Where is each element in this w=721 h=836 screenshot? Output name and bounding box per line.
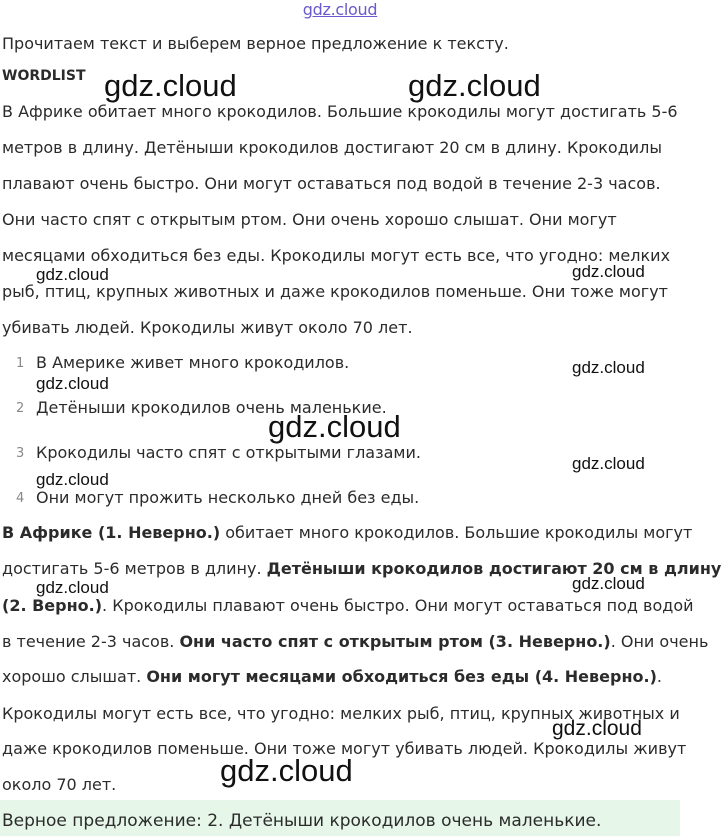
watermark: gdz.cloud: [408, 68, 541, 103]
watermark: gdz.cloud: [104, 68, 237, 103]
analysis-bold: Они могут месяцами обходиться без еды (4. Неверно.): [146, 667, 657, 686]
statement-text: Крокодилы часто спят с открытыми глазами.: [36, 443, 421, 462]
analysis-line: Крокодилы могут есть все, что угодно: мелких рыб, птиц, крупных животных и: [2, 704, 680, 723]
analysis-line: [2, 596, 694, 615]
analysis-bold: Детёныши крокодилов достигают 20 см в длину: [266, 559, 721, 578]
analysis-line: [2, 667, 662, 686]
analysis-bold: Они часто спят с открытым ртом (3. Неверно.): [179, 632, 611, 651]
analysis-text: достигать 5-6 метров в длину.: [2, 559, 267, 578]
watermark: gdz.cloud: [552, 717, 642, 740]
text-line: плавают очень быстро. Они могут оставаться под водой в течение 2-3 часов.: [2, 174, 661, 193]
watermark: gdz.cloud: [268, 409, 401, 444]
analysis-text: .: [656, 667, 662, 686]
analysis-text: обитает много крокодилов. Большие крокодилы могут: [220, 523, 693, 542]
statement-number: 3: [16, 446, 25, 461]
text-line: рыб, птиц, крупных животных и даже крокодилов поменьше. Они тоже могут: [2, 282, 668, 301]
analysis-bold: (2. Верно.): [2, 596, 103, 615]
watermark: gdz.cloud: [572, 358, 645, 377]
text-line: Они часто спят с открытым ртом. Они очень хорошо слышат. Они могут: [2, 210, 617, 229]
analysis-text: хорошо слышат.: [2, 667, 147, 686]
statement-text: Они могут прожить несколько дней без еды.: [36, 488, 420, 507]
statement-number: 2: [16, 401, 25, 416]
watermark: gdz.cloud: [36, 578, 109, 597]
watermark: gdz.cloud: [572, 262, 645, 281]
statement-text: В Америке живет много крокодилов.: [36, 353, 350, 372]
site-header-link[interactable]: gdz.cloud: [302, 0, 378, 19]
watermark: gdz.cloud: [36, 265, 109, 284]
analysis-line: [2, 632, 708, 651]
text-line: метров в длину. Детёныши крокодилов достигают 20 см в длину. Крокодилы: [2, 138, 663, 157]
analysis-bold: В Африке (1. Неверно.): [2, 523, 221, 542]
analysis-text: в течение 2-3 часов.: [2, 632, 180, 651]
analysis-line: даже крокодилов поменьше. Они тоже могут убивать людей. Крокодилы живут: [2, 739, 687, 758]
wordlist-heading: WORDLIST: [2, 68, 86, 84]
intro-text: Прочитаем текст и выберем верное предложение к тексту.: [2, 34, 509, 53]
statement-text: Детёныши крокодилов очень маленькие.: [36, 398, 387, 417]
analysis-text: . Они очень: [610, 632, 709, 651]
analysis-line: [2, 523, 692, 542]
text-line: В Африке обитает много крокодилов. Большие крокодилы могут достигать 5-6: [2, 102, 678, 121]
statement-number: 1: [16, 356, 25, 371]
watermark: gdz.cloud: [572, 454, 645, 473]
watermark: gdz.cloud: [220, 753, 353, 788]
answer-text: Верное предложение: 2. Детёныши крокодилов очень маленькие.: [2, 811, 602, 831]
text-line: убивать людей. Крокодилы живут около 70 лет.: [2, 318, 413, 337]
watermark: gdz.cloud: [36, 470, 109, 489]
analysis-text: . Крокодилы плавают очень быстро. Они могут оставаться под водой: [102, 596, 694, 615]
watermark: gdz.cloud: [572, 574, 645, 593]
analysis-line: около 70 лет.: [2, 775, 117, 794]
text-line: месяцами обходиться без еды. Крокодилы могут есть все, что угодно: мелких: [2, 246, 671, 265]
statement-number: 4: [16, 491, 25, 506]
watermark: gdz.cloud: [36, 374, 109, 393]
